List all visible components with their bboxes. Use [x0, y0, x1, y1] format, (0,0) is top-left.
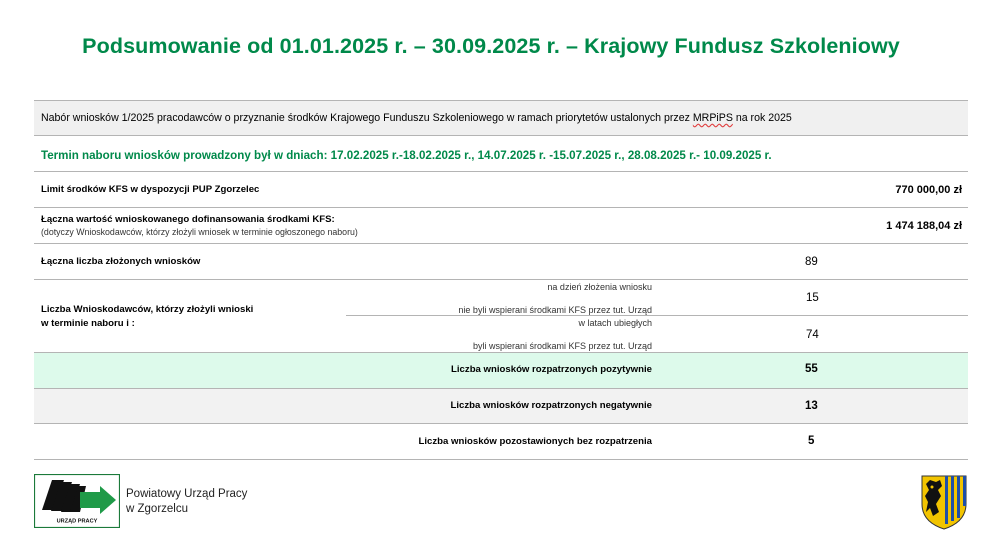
unprocessed-value: 5	[808, 435, 815, 447]
total-value: 1 474 188,04 zł	[886, 220, 962, 232]
count-value: 89	[805, 256, 818, 268]
term-text: Termin naboru wniosków prowadzony był w dniach: 17.02.2025 r.-18.02.2025 r., 14.07.2025 r. -15.07.2025 r., 28.08.2025 r.- 10.09.2025 r.	[41, 149, 772, 162]
total-note: (dotyczy Wnioskodawców, którzy złożyli wniosek w terminie ogłoszonego naboru)	[41, 227, 358, 237]
sub1-line1: na dzień złożenia wniosku	[547, 282, 652, 292]
org-name	[126, 487, 247, 517]
sub2-line2: byli wspierani środkami KFS przez tut. Urząd	[472, 341, 652, 351]
coat-of-arms-icon	[920, 474, 968, 530]
limit-label: Limit środków KFS w dyspozycji PUP Zgorzelec	[41, 184, 260, 195]
page-title: Podsumowanie od 01.01.2025 r. – 30.09.2025 r. – Krajowy Fundusz Szkoleniowy	[82, 34, 900, 58]
logo-text: URZĄD PRACY	[56, 518, 98, 525]
pup-logo-icon	[34, 474, 120, 528]
recruitment-header: Nabór wniosków 1/2025 pracodawców o przyznanie środków Krajowego Funduszu Szkoleniowego w ramach priorytetów ustalonych przez MRPiPS na rok 2025	[41, 112, 792, 124]
positive-label: Liczba wniosków rozpatrzonych pozytywnie	[451, 364, 652, 375]
pup-logo	[34, 474, 120, 528]
count-label: Łączna liczba złożonych wniosków	[41, 256, 201, 267]
divider	[34, 207, 968, 208]
limit-value: 770 000,00 zł	[895, 184, 962, 196]
divider	[34, 135, 968, 136]
divider	[34, 388, 968, 389]
divider	[34, 459, 968, 460]
sub1-value: 15	[806, 292, 819, 304]
divider	[34, 100, 968, 101]
org-line2: w Zgorzelcu	[126, 503, 188, 515]
total-label: Łączna wartość wnioskowanego dofinansowania środkami KFS:	[41, 214, 335, 225]
divider	[34, 243, 968, 244]
sub2-value: 74	[806, 329, 819, 341]
sub2-line1: w latach ubiegłych	[578, 318, 652, 328]
divider	[34, 279, 968, 280]
unprocessed-label: Liczba wniosków pozostawionych bez rozpatrzenia	[418, 436, 652, 447]
divider	[346, 315, 968, 316]
divider	[34, 423, 968, 424]
coat-of-arms	[920, 474, 968, 530]
org-line1: Powiatowy Urząd Pracy	[126, 488, 248, 500]
negative-label: Liczba wniosków rozpatrzonych negatywnie	[450, 400, 652, 411]
divider	[34, 171, 968, 172]
negative-value: 13	[805, 400, 818, 412]
sub1-line2: nie byli wspierani środkami KFS przez tut. Urząd	[458, 305, 652, 315]
positive-value: 55	[805, 363, 818, 375]
divider	[34, 352, 968, 353]
applicants-label-line1: Liczba Wnioskodawców, którzy złożyli wnioski	[41, 304, 254, 315]
applicants-label-line2: w terminie naboru i :	[41, 318, 135, 329]
